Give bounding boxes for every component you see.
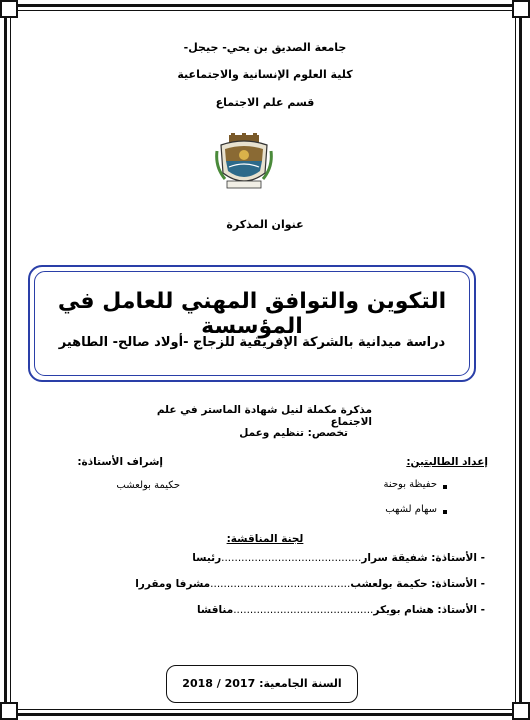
dot-leader: .......................................... <box>221 552 362 564</box>
student-name: حفيظة بوحنة <box>383 479 437 490</box>
supervisor-heading: إشراف الأستاذة: <box>77 456 163 468</box>
committee-heading: لجنة المناقشة: <box>226 533 304 545</box>
department-name: قسم علم الاجتماع <box>215 96 315 109</box>
committee-role: مناقشا <box>196 604 234 616</box>
committee-member-row <box>50 578 485 594</box>
student-name: سهام لشهب <box>385 504 437 515</box>
university-emblem-icon <box>215 133 273 191</box>
thesis-title: التكوين والتوافق المهني للعامل في المؤسسة <box>57 289 447 339</box>
academic-year: السنة الجامعية: 2017 / 2018 <box>166 665 358 703</box>
title-box <box>28 265 476 382</box>
committee-member: - الأستاذة: شفيقة سرار <box>361 552 485 564</box>
degree-line: مذكرة مكملة لنيل شهادة الماستر في علم الاجتماع <box>156 404 372 428</box>
memo-title-label: عنوان المذكرة <box>226 218 304 231</box>
committee-member-row <box>50 604 485 620</box>
university-name: جامعة الصديق بن يحي- جيجل- <box>183 41 347 54</box>
faculty-name: كلية العلوم الإنسانية والاجتماعية <box>177 68 353 81</box>
frame-corner-ornament <box>0 702 18 720</box>
bullet-icon <box>443 510 447 514</box>
committee-member: - الأستاذة: حكيمة بولعشب <box>350 578 485 590</box>
frame-corner-ornament <box>512 0 530 18</box>
students-heading: إعداد الطالبتين: <box>406 456 488 468</box>
bullet-icon <box>443 485 447 489</box>
committee-member: - الأستاذ: هشام بويكر <box>373 604 485 616</box>
frame-corner-ornament <box>512 702 530 720</box>
committee-role: مشرفا ومقررا <box>135 578 211 590</box>
frame-corner-ornament <box>0 0 18 18</box>
committee-role: رئيسا <box>192 552 222 564</box>
supervisor-name: حكيمة بولعشب <box>116 480 180 491</box>
committee-member-row <box>50 552 485 568</box>
dot-leader: .......................................... <box>210 578 351 590</box>
thesis-subtitle: دراسة ميدانية بالشركة الإفريقية للزجاج -أولاد صالح- الطاهير <box>58 335 446 350</box>
dot-leader: .......................................... <box>233 604 374 616</box>
specialty-line: تخصص: تنظيم وعمل <box>239 427 348 439</box>
